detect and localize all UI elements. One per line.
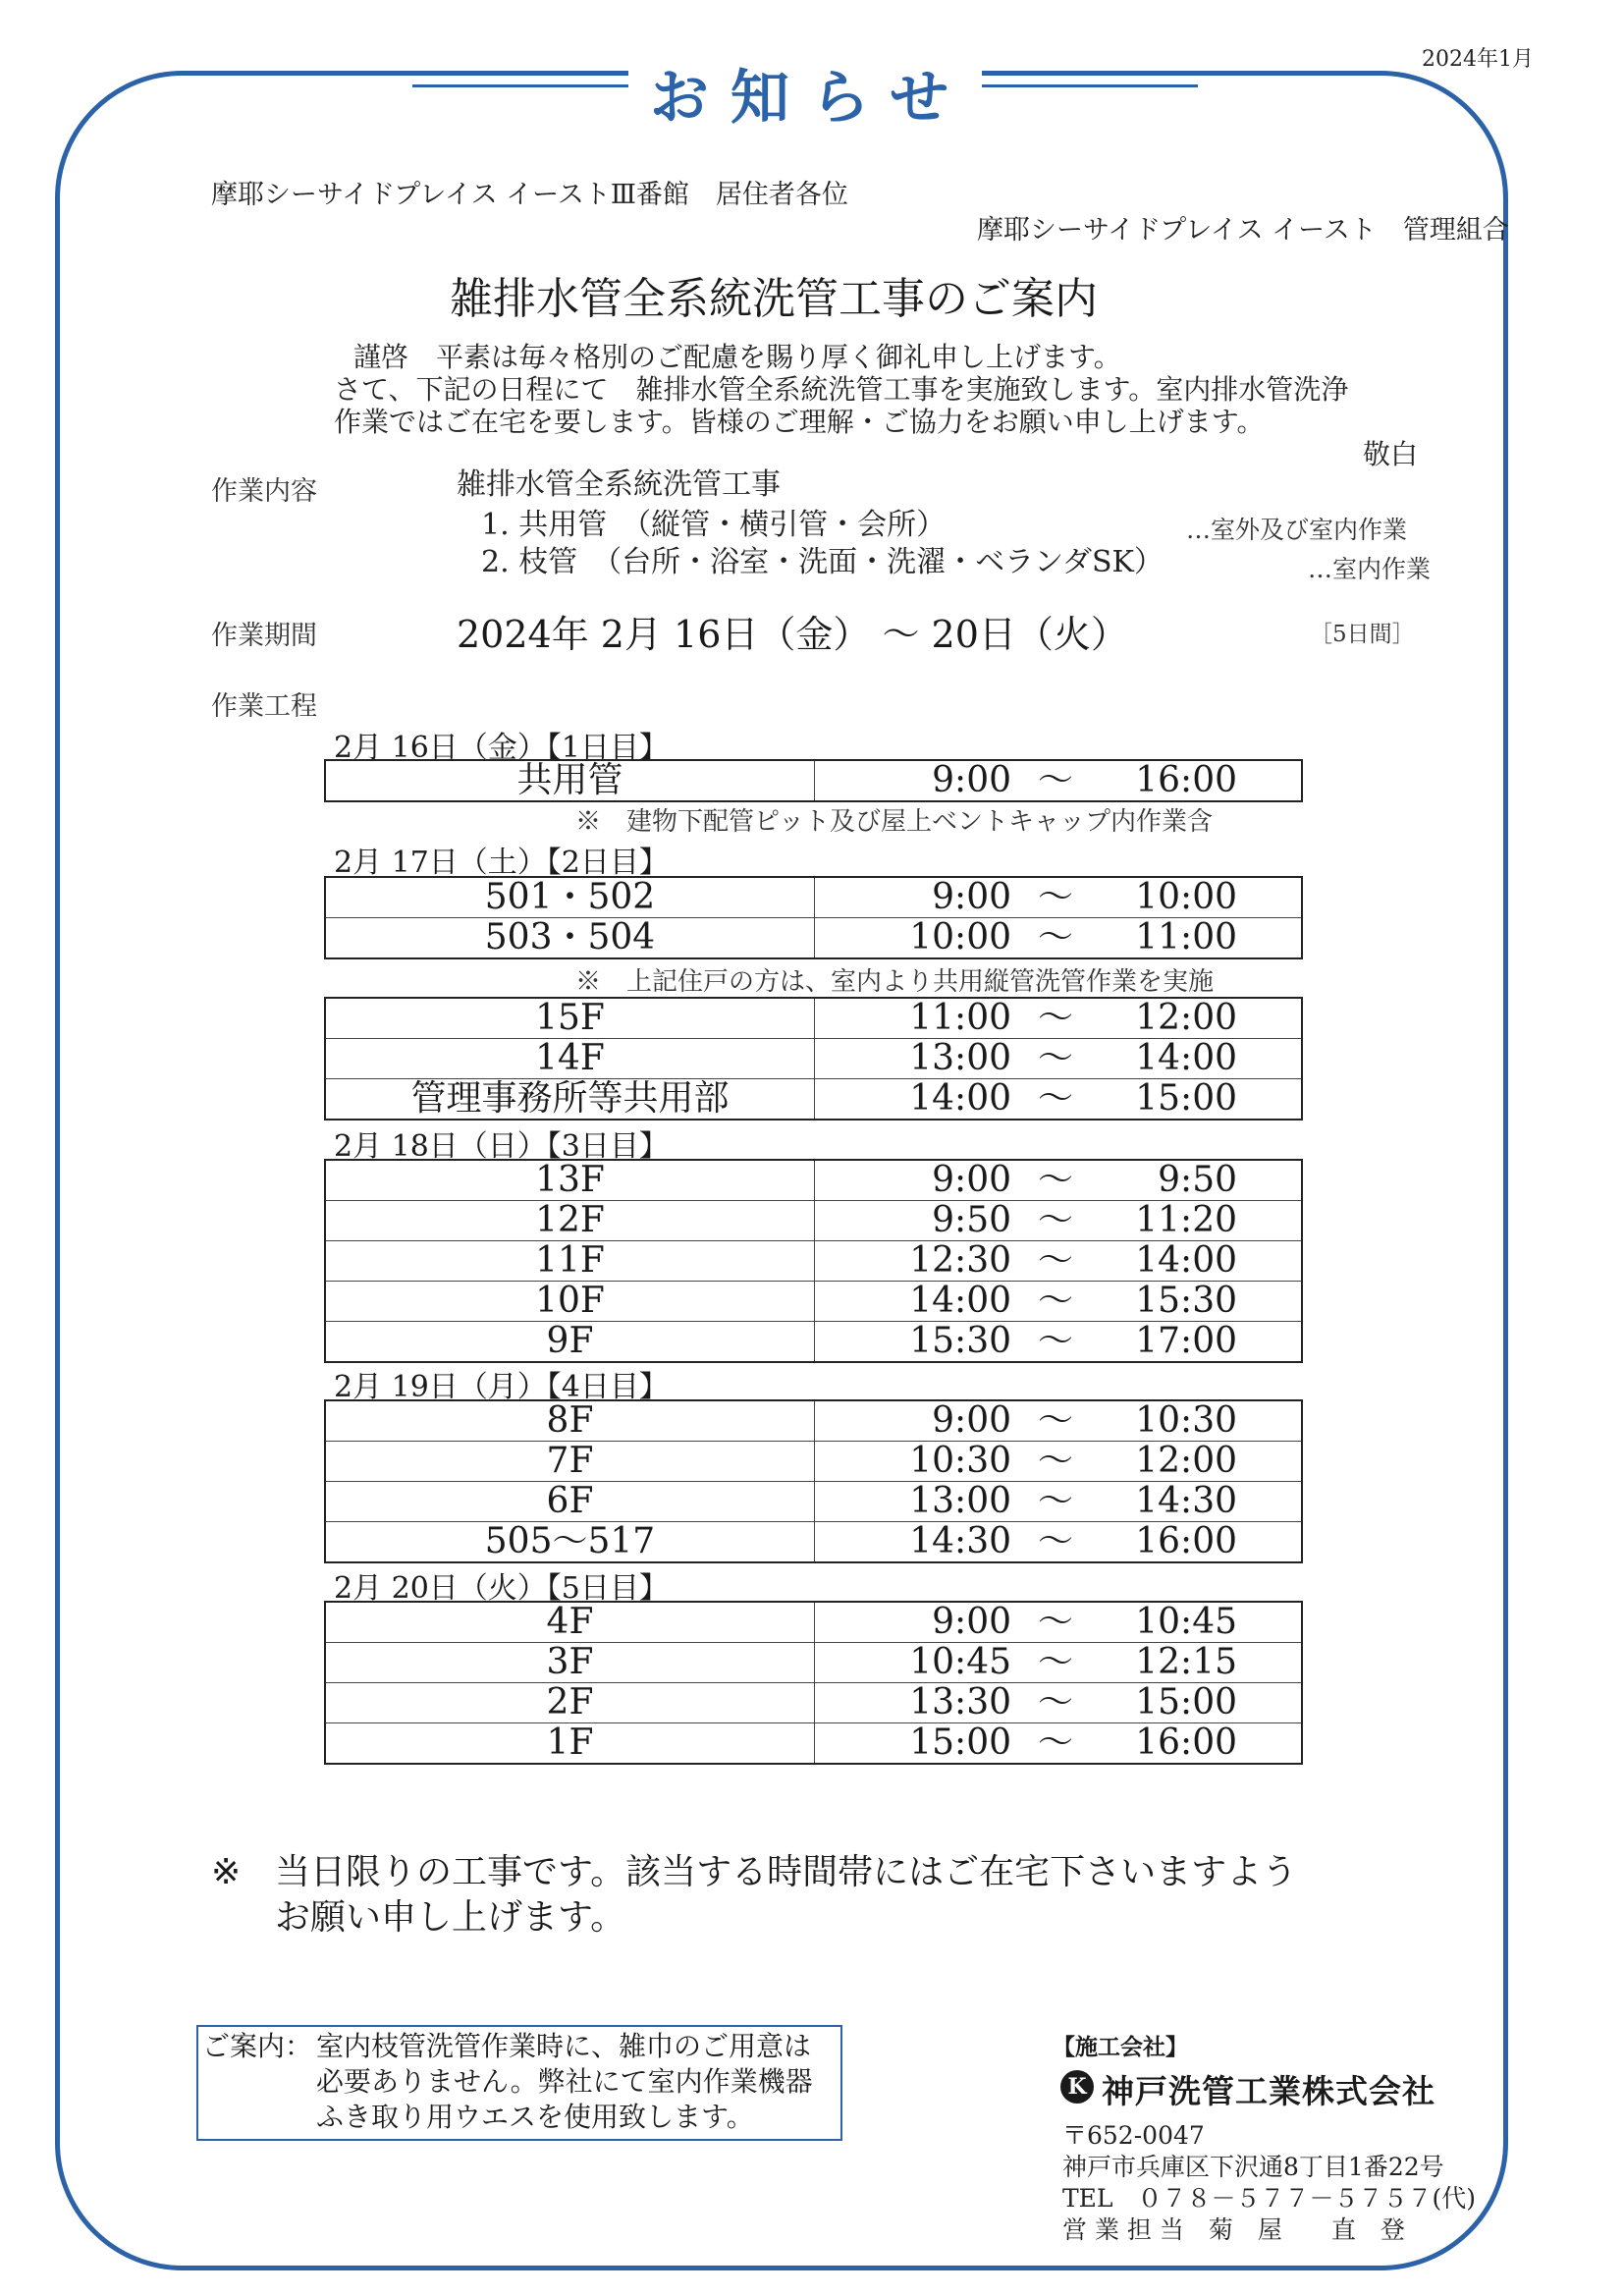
start-time: 15:30 — [909, 1321, 1011, 1361]
table-row — [325, 1241, 1302, 1282]
notice-mark: ※ — [211, 1852, 242, 1892]
end-time: 10:00 — [1135, 877, 1237, 917]
range-tilde: ～ — [1037, 1602, 1073, 1642]
info-label: ご案内： — [202, 2030, 313, 2062]
start-time: 10:00 — [909, 917, 1011, 957]
table-row — [325, 1201, 1302, 1241]
day-3-header: 2月 18日（日）【3日目】 — [334, 1129, 669, 1164]
range-tilde: ～ — [1037, 1441, 1073, 1481]
time-cell — [815, 1282, 1303, 1322]
greeting-line-3: 作業ではご在宅を要します。皆様のご理解・ご協力をお願い申し上げます。 — [334, 406, 1265, 438]
greeting-line-1: 謹啓 平素は毎々格別のご配慮を賜り厚く御礼申し上げます。 — [353, 341, 1121, 373]
table-row — [325, 1079, 1302, 1121]
day-1-note: ※ 建物下配管ピット及び屋上ベントキャップ内作業含 — [575, 807, 1213, 837]
time-cell — [815, 998, 1303, 1039]
info-box — [196, 2025, 842, 2141]
range-tilde: ～ — [1037, 1481, 1073, 1521]
time-cell — [815, 1160, 1303, 1201]
table-row — [325, 1282, 1302, 1322]
area-cell: 503・504 — [325, 918, 815, 959]
start-time: 13:00 — [909, 1038, 1011, 1078]
start-time: 14:00 — [909, 1078, 1011, 1119]
range-tilde: ～ — [1037, 1682, 1073, 1722]
time-cell — [815, 760, 1303, 801]
range-tilde: ～ — [1037, 760, 1073, 800]
table-row — [325, 1400, 1302, 1442]
range-tilde: ～ — [1037, 1521, 1073, 1561]
end-time: 12:00 — [1135, 1441, 1237, 1481]
table-row — [325, 1322, 1302, 1363]
work-item-2: 2. 枝管 （台所・浴室・洗面・洗濯・ベランダSK） — [481, 545, 1164, 579]
day-2-schedule-table-b — [324, 997, 1303, 1121]
area-cell: 1F — [325, 1723, 815, 1765]
company-staff: 営 業 担 当 菊 屋 直 登 — [1062, 2215, 1405, 2244]
sender: 摩耶シーサイドプレイス イースト 管理組合 — [977, 215, 1509, 246]
info-line-1: 室内枝管洗管作業時に、雑巾のご用意は — [316, 2030, 812, 2062]
day-4-header: 2月 19日（月）【4日目】 — [334, 1370, 669, 1404]
document-title: 雑排水管全系統洗管工事のご案内 — [450, 274, 1098, 324]
schedule-label: 作業工程 — [211, 691, 317, 722]
range-tilde: ～ — [1037, 1722, 1073, 1763]
area-cell: 管理事務所等共用部 — [325, 1079, 815, 1121]
start-time: 9:00 — [932, 1602, 1011, 1642]
start-time: 9:00 — [932, 1400, 1011, 1441]
end-time: 12:00 — [1135, 998, 1237, 1038]
time-cell — [815, 1723, 1303, 1765]
end-time: 10:30 — [1135, 1400, 1237, 1441]
table-row — [325, 1442, 1302, 1482]
range-tilde: ～ — [1037, 1400, 1073, 1441]
end-time: 11:00 — [1135, 917, 1237, 957]
time-cell — [815, 1201, 1303, 1241]
day-2-note: ※ 上記住戸の方は、室内より共用縦管洗管作業を実施 — [575, 967, 1215, 997]
area-cell: 3F — [325, 1643, 815, 1683]
time-cell — [815, 1400, 1303, 1442]
time-cell — [815, 1482, 1303, 1522]
range-tilde: ～ — [1037, 998, 1073, 1038]
table-row — [325, 1683, 1302, 1723]
area-cell: 505～517 — [325, 1522, 815, 1563]
end-time: 17:00 — [1135, 1321, 1237, 1361]
company-logo-icon: K — [1060, 2070, 1094, 2104]
table-row — [325, 1039, 1302, 1079]
work-item-1: 1. 共用管 （縦管・横引管・会所） — [481, 508, 947, 542]
time-cell — [815, 1683, 1303, 1723]
day-5-header: 2月 20日（火）【5日目】 — [334, 1571, 669, 1606]
title-rule-left — [412, 84, 653, 87]
end-time: 16:00 — [1135, 760, 1237, 800]
day-2-header: 2月 17日（土）【2日目】 — [334, 846, 669, 880]
range-tilde: ～ — [1037, 1240, 1073, 1281]
range-tilde: ～ — [1037, 1642, 1073, 1682]
start-time: 9:50 — [932, 1200, 1011, 1240]
table-row — [325, 1723, 1302, 1765]
notice-title: お知らせ — [649, 64, 971, 133]
time-cell — [815, 877, 1303, 918]
table-row — [325, 1522, 1302, 1563]
start-time: 11:00 — [909, 998, 1011, 1038]
day-5-schedule-table — [324, 1601, 1303, 1765]
time-cell — [815, 1602, 1303, 1643]
time-cell — [815, 918, 1303, 959]
start-time: 13:30 — [909, 1682, 1011, 1722]
table-row — [325, 918, 1302, 959]
area-cell: 13F — [325, 1160, 815, 1201]
area-cell: 6F — [325, 1482, 815, 1522]
work-label: 作業内容 — [211, 476, 317, 507]
range-tilde: ～ — [1037, 917, 1073, 957]
day-1-header: 2月 16日（金）【1日目】 — [334, 731, 669, 765]
period-label: 作業期間 — [211, 621, 317, 651]
range-tilde: ～ — [1037, 1281, 1073, 1321]
area-cell: 11F — [325, 1241, 815, 1282]
end-time: 14:00 — [1135, 1038, 1237, 1078]
area-cell: 14F — [325, 1039, 815, 1079]
work-item-1-note: …室外及び室内作業 — [1186, 516, 1408, 544]
time-cell — [815, 1322, 1303, 1363]
range-tilde: ～ — [1037, 1078, 1073, 1119]
time-cell — [815, 1522, 1303, 1563]
start-time: 13:00 — [909, 1481, 1011, 1521]
table-row — [325, 1160, 1302, 1201]
area-cell: 501・502 — [325, 877, 815, 918]
area-cell: 10F — [325, 1282, 815, 1322]
end-time: 12:15 — [1135, 1642, 1237, 1682]
time-cell — [815, 1039, 1303, 1079]
work-name: 雑排水管全系統洗管工事 — [457, 467, 781, 502]
end-time: 14:30 — [1135, 1481, 1237, 1521]
title-rule-right — [972, 84, 1198, 87]
end-time: 9:50 — [1158, 1160, 1237, 1200]
company-tel: TEL ０７８－５７７－５７５７(代) — [1062, 2184, 1477, 2213]
work-item-2-note: …室内作業 — [1308, 555, 1432, 583]
end-time: 16:00 — [1135, 1722, 1237, 1763]
area-cell: 共用管 — [325, 760, 815, 801]
time-cell — [815, 1241, 1303, 1282]
start-time: 9:00 — [932, 760, 1011, 800]
range-tilde: ～ — [1037, 1038, 1073, 1078]
area-cell: 2F — [325, 1683, 815, 1723]
start-time: 12:30 — [909, 1240, 1011, 1281]
area-cell: 15F — [325, 998, 815, 1039]
table-row — [325, 760, 1302, 801]
day-1-schedule-table — [324, 759, 1303, 802]
end-time: 10:45 — [1135, 1602, 1237, 1642]
company-postal: 〒652-0047 — [1062, 2121, 1205, 2150]
end-time: 14:00 — [1135, 1240, 1237, 1281]
start-time: 9:00 — [932, 877, 1011, 917]
start-time: 14:00 — [909, 1281, 1011, 1321]
notice-line-2: お願い申し上げます。 — [275, 1897, 626, 1938]
end-time: 11:20 — [1135, 1200, 1237, 1240]
start-time: 10:45 — [909, 1642, 1011, 1682]
period-days: ［5日間］ — [1310, 622, 1415, 647]
start-time: 15:00 — [909, 1722, 1011, 1763]
start-time: 10:30 — [909, 1441, 1011, 1481]
time-cell — [815, 1643, 1303, 1683]
area-cell: 7F — [325, 1442, 815, 1482]
company-address: 神戸市兵庫区下沢通8丁目1番22号 — [1062, 2153, 1444, 2181]
time-cell — [815, 1079, 1303, 1121]
day-2-schedule-table-a — [324, 876, 1303, 959]
day-4-schedule-table — [324, 1399, 1303, 1563]
greeting-line-2: さて、下記の日程にて 雑排水管全系統洗管工事を実施致します。室内排水管洗浄 — [334, 373, 1349, 406]
company-name: 神戸洗管工業株式会社 — [1102, 2072, 1435, 2110]
end-time: 15:00 — [1135, 1078, 1237, 1119]
closing: 敬白 — [1363, 438, 1419, 470]
table-row — [325, 1643, 1302, 1683]
period-value: 2024年 2月 16日（金） ～ 20日（火） — [457, 613, 1128, 656]
range-tilde: ～ — [1037, 1200, 1073, 1240]
info-line-3: ふき取り用ウエスを使用致します。 — [316, 2101, 754, 2133]
issue-date: 2024年1月 — [1422, 47, 1534, 72]
table-row — [325, 1482, 1302, 1522]
notice-line-1: 当日限りの工事です。該当する時間帯にはご在宅下さいますよう — [275, 1852, 1298, 1892]
table-row — [325, 1602, 1302, 1643]
table-row — [325, 998, 1302, 1039]
time-cell — [815, 1442, 1303, 1482]
info-line-2: 必要ありません。弊社にて室内作業機器 — [316, 2065, 813, 2098]
range-tilde: ～ — [1037, 877, 1073, 917]
recipient: 摩耶シーサイドプレイス イーストⅢ番館 居住者各位 — [211, 180, 848, 210]
range-tilde: ～ — [1037, 1321, 1073, 1361]
start-time: 14:30 — [909, 1521, 1011, 1561]
contractor-label: 【施工会社】 — [1053, 2035, 1188, 2060]
range-tilde: ～ — [1037, 1160, 1073, 1200]
table-row — [325, 877, 1302, 918]
start-time: 9:00 — [932, 1160, 1011, 1200]
area-cell: 8F — [325, 1400, 815, 1442]
end-time: 16:00 — [1135, 1521, 1237, 1561]
day-3-schedule-table — [324, 1159, 1303, 1363]
area-cell: 4F — [325, 1602, 815, 1643]
end-time: 15:00 — [1135, 1682, 1237, 1722]
area-cell: 12F — [325, 1201, 815, 1241]
end-time: 15:30 — [1135, 1281, 1237, 1321]
area-cell: 9F — [325, 1322, 815, 1363]
